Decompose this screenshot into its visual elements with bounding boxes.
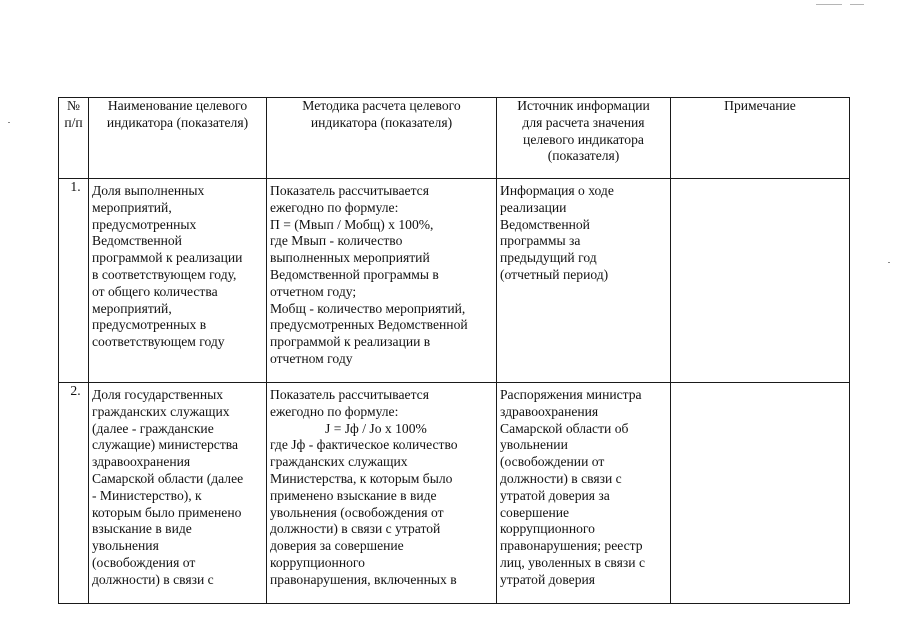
header-information-source: Источник информации для расчета значения целевого индикатора (показателя)	[497, 98, 671, 179]
table-row	[59, 383, 850, 604]
header-number: № п/п	[59, 98, 89, 179]
method-intro: Показатель рассчитывается ежегодно по формуле:	[270, 387, 429, 419]
table-row	[59, 179, 850, 383]
header-indicator-name: Наименование целевого индикатора (показателя)	[89, 98, 267, 179]
indicator-name-cell: Доля государственных гражданских служащих (далее - гражданские служащие) министерства здравоохранения Самарской области (далее - Министерство), к которым было применено взыскание в виде увольнения (освобождения от должности) в связи с	[89, 383, 267, 604]
calculation-method-cell	[267, 383, 497, 604]
method-intro: Показатель рассчитывается ежегодно по формуле:	[270, 183, 429, 215]
scan-artifact-dot	[888, 262, 890, 263]
scan-artifact-dot	[8, 122, 10, 123]
calculation-method-cell	[267, 179, 497, 383]
indicators-table	[58, 97, 850, 604]
note-cell	[671, 179, 850, 383]
information-source-cell: Информация о ходе реализации Ведомственной программы за предыдущий год (отчетный период)	[497, 179, 671, 383]
scan-artifact-line	[850, 4, 864, 5]
row-number: 1.	[59, 179, 89, 383]
table-header-row	[59, 98, 850, 179]
method-formula: J = Jф / Jо x 100%	[325, 420, 427, 436]
method-description: где Jф - фактическое количество гражданских служащих Министерства, к которым было применено взыскание в виде увольнения (освобождения от должности) в связи с утратой доверия за совершение коррупционного правонарушения, включенных в	[270, 437, 458, 587]
information-source-cell: Распоряжения министра здравоохранения Самарской области об увольнении (освобождении от должности) в связи с утратой доверия за совершение коррупционного правонарушения; реестр лиц, уволенных в связи с утратой доверия	[497, 383, 671, 604]
note-cell	[671, 383, 850, 604]
header-calculation-method: Методика расчета целевого индикатора (показателя)	[267, 98, 497, 179]
scan-artifact-line	[816, 4, 842, 5]
row-number: 2.	[59, 383, 89, 604]
indicator-name-cell: Доля выполненных мероприятий, предусмотренных Ведомственной программой к реализации в соответствующем году, от общего количества мероприятий, предусмотренных в соответствующем году	[89, 179, 267, 383]
method-description: где Мвып - количество выполненных мероприятий Ведомственной программы в отчетном году; Мобщ - количество мероприятий, предусмотренных Ведомственной программой к реализации в отчетном году	[270, 233, 468, 366]
header-note: Примечание	[671, 98, 850, 179]
method-formula: П = (Мвып / Мобщ) x 100%,	[270, 216, 434, 232]
